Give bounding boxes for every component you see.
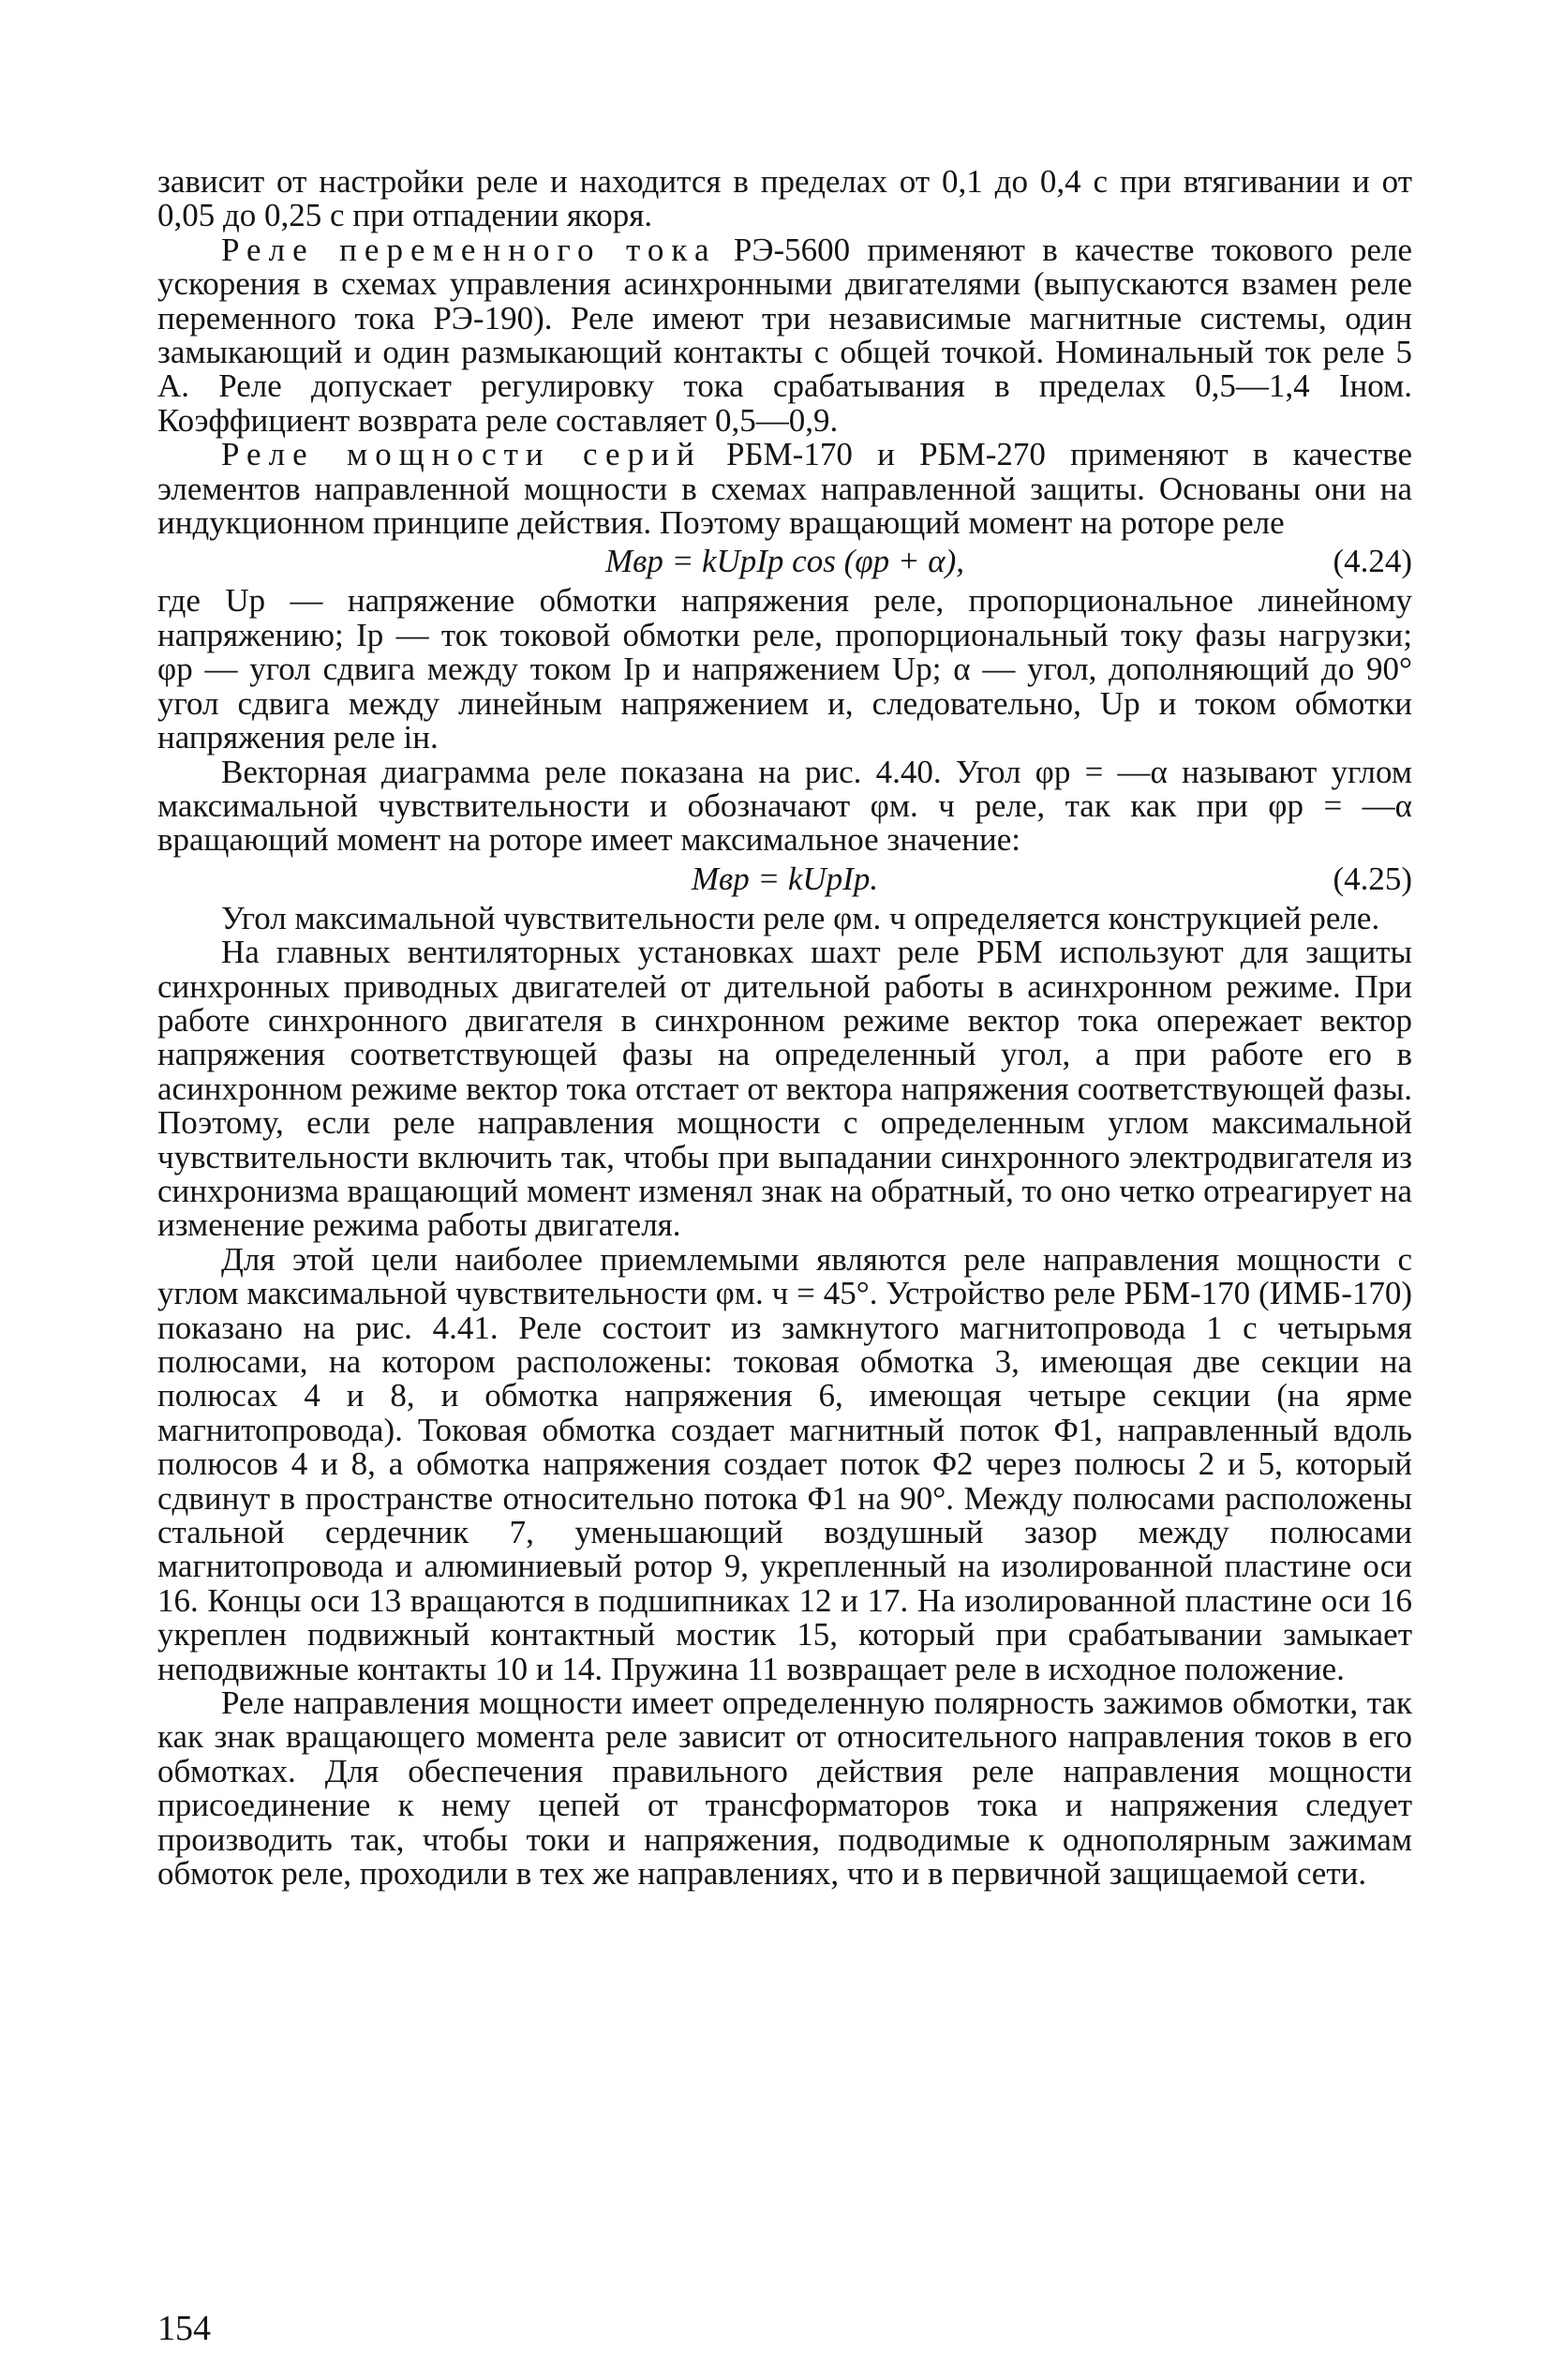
paragraph-rbm170-design: Для этой цели наиболее приемлемыми являются реле направления мощности с углом максимальной чувствительности φм. ч = 45°. Устройство реле РБМ-170 (ИМБ-170) показано на рис. 4.41. Реле состоит из замкнутого магнитопровода 1 с четырьмя полюсами, на котором расположены: токовая обмотка 3, имеющая две секции на полюсах 4 и 8, и обмотка напряжения 6, имеющая четыре секции (на ярме магнитопровода). Токовая обмотка создает магнитный поток Φ1, направленный вдоль полюсов 4 и 8, а обмотка напряжения создает поток Φ2 через полюсы 2 и 5, который сдвинут в пространстве относительно потока Φ1 на 90°. Между полюсами расположены стальной сердечник 7, уменьшающий воздушный зазор между полюсами магнитопровода и алюминиевый ротор 9, укрепленный на изолированной пластине оси 16. Концы оси 13 вращаются в подшипниках 12 и 17. На изолированной пластине оси 16 укреплен подвижный контактный мостик 15, который при срабатывании замыкает неподвижные контакты 10 и 14. Пружина 11 возвращает реле в исходное положение. <box>157 1240 1412 1687</box>
body-text <box>157 165 1412 1892</box>
paragraph-power-relay <box>157 438 1412 540</box>
paragraph-polarity: Реле направления мощности имеет определенную полярность зажимов обмотки, так как знак вращающего момента реле зависит от относительного направления токов в его обмотках. Для обеспечения правильного действия реле направления мощности присоединение к нему цепей от трансформаторов тока и напряжения следует производить так, чтобы токи и напряжения, подводимые к однополярным зажимам обмоток реле, проходили в тех же направлениях, что и в первичной защищаемой сети. <box>157 1684 1412 1893</box>
run-in-heading-power-relay: Реле мощности серий <box>221 436 702 473</box>
formula-4-24-expression: Mвр = kUрIр cos (φр + α), <box>604 543 964 580</box>
equation-number-4-25: (4.25) <box>1333 860 1412 897</box>
paragraph-max-angle: Угол максимальной чувствительности реле φм. ч определяется конструкцией реле. <box>221 899 1380 936</box>
page-number: 154 <box>157 2309 211 2348</box>
paragraph-where: где Uр — напряжение обмотки напряжения реле, пропорциональное линейному напряжению; Iр — ток токовой обмотки реле, пропорциональный току фазы нагрузки; φр — угол сдвига между током Iр и напряжением Uр; α — угол, дополняющий до 90° угол сдвига между линейным напряжением и, следовательно, Uр и током обмотки напряжения реле iн. <box>157 582 1412 756</box>
paragraph-power-relay-text: РБМ-170 и РБМ-270 применяют в качестве элементов направленной мощности в схемах направленной защиты. Основаны они на индукционном принципе действия. Поэтому вращающий момент на роторе реле <box>157 436 1412 542</box>
formula-4-24 <box>157 543 1412 580</box>
equation-number-4-24: (4.24) <box>1333 543 1412 580</box>
paragraph-vector-diagram: Векторная диаграмма реле показана на рис. 4.40. Угол φр = —α называют углом максимальной чувствительности и обозначают φм. ч реле, так как при φр = —α вращающий момент на роторе имеет максимальное значение: <box>157 753 1412 859</box>
run-in-heading-ac-relay: Реле переменного тока <box>221 231 717 268</box>
paragraph-ac-relay <box>157 233 1412 438</box>
formula-4-25-expression: Mвр = kUрIр. <box>691 860 879 897</box>
paragraph-ventilation: На главных вентиляторных установках шахт реле РБМ используют для защиты синхронных приводных двигателей от дительной работы в асинхронном режиме. При работе синхронного двигателя в синхронном режиме вектор тока опережает вектор напряжения соответствующей фазы на определенный угол, а при работе его в асинхронном режиме вектор тока отстает от вектора напряжения соответствующей фазы. Поэтому, если реле направления мощности с определенным углом максимальной чувствительности включить так, чтобы при выпадании синхронного электродвигателя из синхронизма вращающий момент изменял знак на обратный, то оно четко отреагирует на изменение режима работы двигателя. <box>157 934 1412 1244</box>
formula-4-25 <box>157 861 1412 898</box>
paragraph-continuation: зависит от настройки реле и находится в пределах от 0,1 до 0,4 с при втягивании и от 0,05 до 0,25 с при отпадении якоря. <box>157 163 1412 234</box>
paragraph-ac-relay-text: РЭ-5600 применяют в качестве токового реле ускорения в схемах управления асинхронными двигателями (выпускаются взамен реле переменного тока РЭ-190). Реле имеют три независимые магнитные системы, один замыкающий и один размыкающий контакты с общей точкой. Номинальный ток реле 5 А. Реле допускает регулировку тока срабатывания в пределах 0,5—1,4 Iном. Коэффициент возврата реле составляет 0,5—0,9. <box>157 231 1412 439</box>
